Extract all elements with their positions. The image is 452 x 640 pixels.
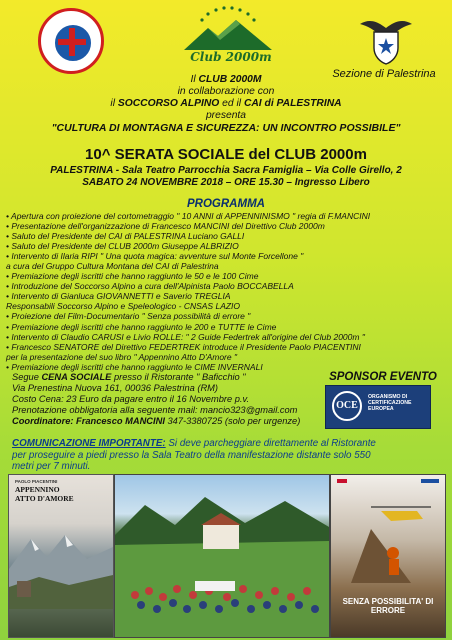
cena-line-1: Segue CENA SOCIALE presso il Ristorante " Baficchio ": [12, 372, 246, 382]
programma-item: per la presentazione del suo libro " Appennino Atto D'Amore ": [6, 351, 237, 362]
programma-item: • Premiazione degli iscritti che hanno raggiunto le 200 e TUTTE le Cime: [6, 321, 277, 332]
programma-item: • Intervento di Ilaria RIPI " Una quota magica: avventure sul Monte Forcellone ": [6, 251, 304, 262]
book-mountain-illustration: [9, 529, 113, 609]
oce-sponsor-logo: [325, 385, 431, 429]
cai-eagle-icon: [358, 14, 414, 66]
programma-item: • Intervento di Claudio CARUSI e Livio ROLLE: " 2 Guide Federtrek all'origine del Club 2000m ": [6, 331, 365, 342]
programma-item: • Presentazione dell'organizzazione di Francesco MANCINI del Direttivo Club 2000m: [6, 221, 325, 232]
group-photo-illustration: [115, 475, 329, 637]
programma-item: • Proiezione del Film-Documentario " Senza possibilità di errore ": [6, 311, 251, 322]
programma-item: • Premiazione degli iscritti che hanno raggiunto le 50 e le 100 Cime: [6, 271, 259, 282]
cena-cost: Costo Cena: 23 Euro da pagare entro il 16 Novembre p.v.: [12, 394, 250, 405]
intro-line-2: in collaborazione con: [177, 86, 275, 97]
cena-address: Via Prenestina Nuova 161, 00036 Palestrina (RM): [12, 383, 219, 394]
sezione-label: Sezione di Palestrina: [332, 68, 436, 80]
cnsas-logo: [38, 8, 104, 74]
cena-block: [12, 372, 312, 427]
book-title-line-2: ATTO D'AMORE: [15, 494, 74, 503]
programma-item: • Saluto del Presidente del CAI di PALESTRINA Luciano GALLI: [6, 231, 245, 242]
documentary-poster: [330, 474, 446, 638]
club-logo-text: Club 2000m: [190, 50, 272, 64]
programma-item: • Francesco SENATORE del Direttivo FEDERTREK introduce il Presidente Paolo PIACENTINI: [6, 341, 361, 352]
event-venue: PALESTRINA - Sala Teatro Parrocchia Sacra Famiglia – Via Colle Girello, 2: [50, 165, 402, 176]
poster-title: SENZA POSSIBILITA' DI ERRORE: [342, 597, 434, 615]
intro-line-3: il SOCCORSO ALPINO ed il CAI di PALESTRINA: [110, 98, 342, 109]
sponsor-title: SPONSOR EVENTO: [329, 371, 437, 383]
book-cover-image: [8, 474, 114, 638]
cnsas-cross-h: [58, 39, 86, 45]
programma-item: • Saluto del Presidente del CLUB 2000m Giuseppe ALBRIZIO: [6, 241, 239, 252]
programma-item: Responsabili Soccorso Alpino e Speleologico - CNSAS LAZIO: [6, 301, 241, 312]
club-2000m-logo: [178, 0, 278, 70]
comunicazione-label: COMUNICAZIONE IMPORTANTE:: [12, 438, 166, 449]
poster-helicopter-illustration: [331, 475, 445, 595]
programma-list: [6, 211, 446, 372]
intro-line-1: Il CLUB 2000M: [190, 74, 262, 85]
cena-coordinator: Coordinatore: Francesco MANCINI 347-3380725 (solo per urgenze): [12, 416, 301, 427]
event-headline: "CULTURA DI MONTAGNA E SICUREZZA: UN INCONTRO POSSIBILE": [51, 122, 401, 134]
event-title: 10^ SERATA SOCIALE del CLUB 2000m: [85, 146, 367, 163]
cai-logo: [358, 14, 414, 66]
event-date: SABATO 24 NOVEMBRE 2018 – ORE 15.30 – Ingresso Libero: [82, 177, 370, 188]
group-photo: [114, 474, 330, 638]
programma-item: • Apertura con proiezione del cortometraggio " 10 ANNI di APPENNINISMO " regia di F.MANCINI: [6, 211, 371, 221]
programma-item: • Intervento di Gianluca GIOVANNETTI e Saverio TREGLIA: [6, 291, 231, 302]
programma-title: PROGRAMMA: [187, 198, 265, 210]
book-title-line-1: APPENNINO: [15, 485, 60, 494]
oce-logo-mark: OCE: [332, 391, 362, 421]
programma-item: • Premiazione degli iscritti che hanno raggiunto le CIME INVERNALI: [6, 361, 263, 372]
book-author: PAOLO PIACENTINI: [15, 479, 58, 484]
comunicazione-block: [12, 438, 392, 473]
cena-booking: Prenotazione obbligatoria alla seguente mail: mancio323@gmail.com: [12, 405, 298, 416]
programma-item: a cura del Gruppo Cultura Montana del CAI di Palestrina: [6, 261, 219, 272]
programma-item: • Introduzione del Soccorso Alpino a cura dell'Alpinista Paolo BOCCABELLA: [6, 281, 294, 292]
intro-line-4: presenta: [205, 110, 247, 121]
oce-logo-text: ORGANISMO DI CERTIFICAZIONE EUROPEA: [368, 394, 412, 413]
comunicazione-text: Si deve parcheggiare direttamente al Ristorante per proseguire a piedi presso la Sala Teatro della manifestazione distante solo 550 metri per 7 minuti.: [12, 438, 376, 473]
club-mountain-icon: [178, 0, 278, 52]
